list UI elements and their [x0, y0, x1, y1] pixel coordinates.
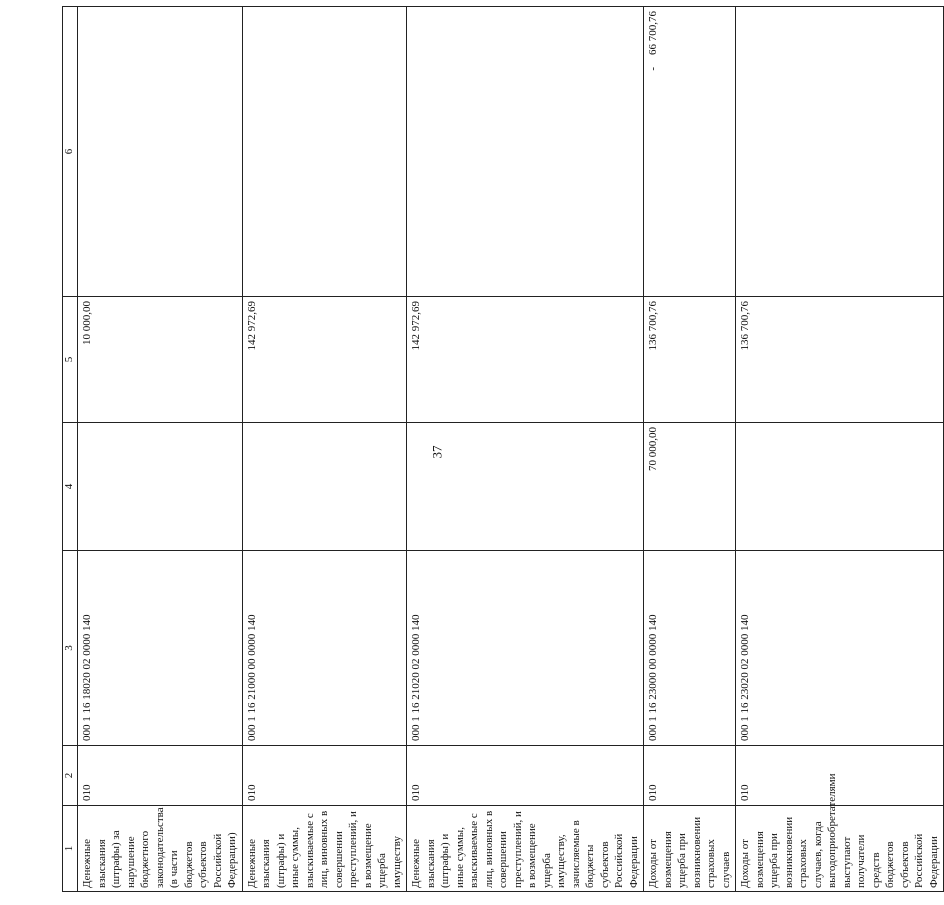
- row-code: 010: [736, 746, 944, 806]
- row-col5: 142 972,69: [242, 297, 407, 423]
- row-kbk: 000 1 16 18020 02 0000 140: [78, 551, 243, 746]
- row-kbk: 000 1 16 21020 02 0000 140: [407, 551, 644, 746]
- row-col6: [78, 7, 243, 297]
- table-row: [644, 7, 736, 892]
- row-name: Денежные взыскания (штрафы) за нарушение бюджетного законодательства (в части бюджетов субъектов Российской Федерации): [78, 806, 243, 892]
- row-kbk: 000 1 16 23020 02 0000 140: [736, 551, 944, 746]
- row-kbk: 000 1 16 21000 00 0000 140: [242, 551, 407, 746]
- column-header-5: 5: [63, 297, 78, 423]
- row-name: Денежные взыскания (штрафы) и иные суммы, взыскиваемые с лиц, виновных в совершении преступлений, и в возмещение ущерба имуществу: [242, 806, 407, 892]
- row-col4: [736, 423, 944, 551]
- row-name: Доходы от возмещения ущерба при возникновении страховых случаев: [644, 806, 736, 892]
- row-col6: [242, 7, 407, 297]
- column-header-6: 6: [63, 7, 78, 297]
- row-code: 010: [78, 746, 243, 806]
- row-col4: 70 000,00: [644, 423, 736, 551]
- column-header-4: 4: [63, 423, 78, 551]
- rotated-table-container: [62, 7, 940, 892]
- row-col5: 10 000,00: [78, 297, 243, 423]
- row-name: Денежные взыскания (штрафы) и иные суммы, взыскиваемые с лиц, виновных в совершении преступлений, и в возмещение ущерба имуществу, зачисляемые в бюджеты субъектов Российской Федерации: [407, 806, 644, 892]
- table-row: [78, 7, 243, 892]
- row-col4: [242, 423, 407, 551]
- row-col5: 136 700,76: [644, 297, 736, 423]
- row-code: 010: [644, 746, 736, 806]
- row-col6: [736, 7, 944, 297]
- row-col6-dash: -: [647, 67, 659, 71]
- budget-revenue-table: [62, 6, 944, 892]
- table-row: [242, 7, 407, 892]
- row-col5: 136 700,76: [736, 297, 944, 423]
- row-kbk: 000 1 16 23000 00 0000 140: [644, 551, 736, 746]
- row-code: 010: [407, 746, 644, 806]
- row-col4: [407, 423, 644, 551]
- row-col5: 142 972,69: [407, 297, 644, 423]
- row-col6: [407, 7, 644, 297]
- row-col4: [78, 423, 243, 551]
- column-header-3: 3: [63, 551, 78, 746]
- table-row: [407, 7, 644, 892]
- row-code: 010: [242, 746, 407, 806]
- row-col6: [644, 7, 736, 297]
- header-row: [63, 7, 78, 892]
- row-name: Доходы от возмещения ущерба при возникновении страховых случаев, когда выгодоприобретателями выступают получатели средств бюджетов субъектов Российской Федерации: [736, 806, 944, 892]
- column-header-2: 2: [63, 746, 78, 806]
- row-col6-value: 66 700,76: [647, 11, 659, 55]
- column-header-1: 1: [63, 806, 78, 892]
- page-number: 37: [429, 445, 445, 459]
- table-row: [736, 7, 944, 892]
